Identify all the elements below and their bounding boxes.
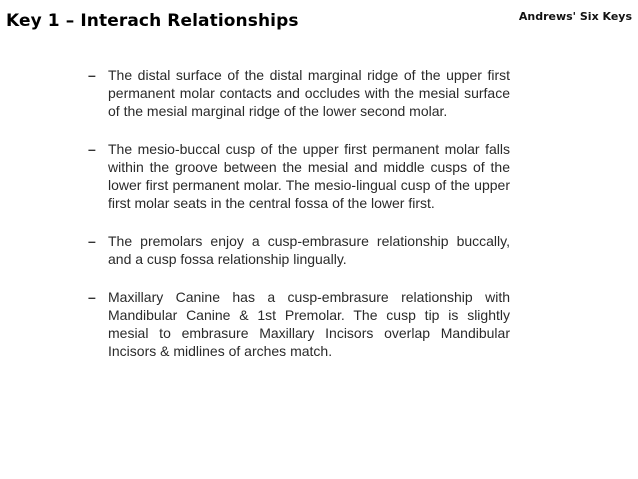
slide-title: Key 1 – Interach Relationships: [6, 11, 299, 31]
bullet-dash: –: [88, 289, 96, 305]
bullet-text: The distal surface of the distal marginal ridge of the upper first permanent molar contacts and occludes with the mesial surface of the mesial marginal ridge of the lower second molar.: [108, 67, 510, 119]
bullet-item: [88, 140, 510, 212]
section-label: Andrews' Six Keys: [518, 10, 632, 23]
bullet-text: The premolars enjoy a cusp-embrasure relationship buccally, and a cusp fossa relationship lingually.: [108, 233, 510, 267]
bullet-item: [88, 232, 510, 268]
bullet-dash: –: [88, 233, 96, 249]
bullet-dash: –: [88, 67, 96, 83]
bullet-item: [88, 288, 510, 360]
bullet-item: [88, 66, 510, 120]
bullet-text: Maxillary Canine has a cusp-embrasure relationship with Mandibular Canine & 1st Premolar. The cusp tip is slightly mesial to embrasure Maxillary Incisors overlap Mandibular Incisors & midlines of arches match.: [108, 289, 510, 359]
bullet-list: [88, 66, 510, 380]
bullet-text: The mesio-buccal cusp of the upper first permanent molar falls within the groove between the mesial and middle cusps of the lower first permanent molar. The mesio-lingual cusp of the upper first molar seats in the central fossa of the lower first.: [108, 141, 510, 211]
bullet-dash: –: [88, 141, 96, 157]
